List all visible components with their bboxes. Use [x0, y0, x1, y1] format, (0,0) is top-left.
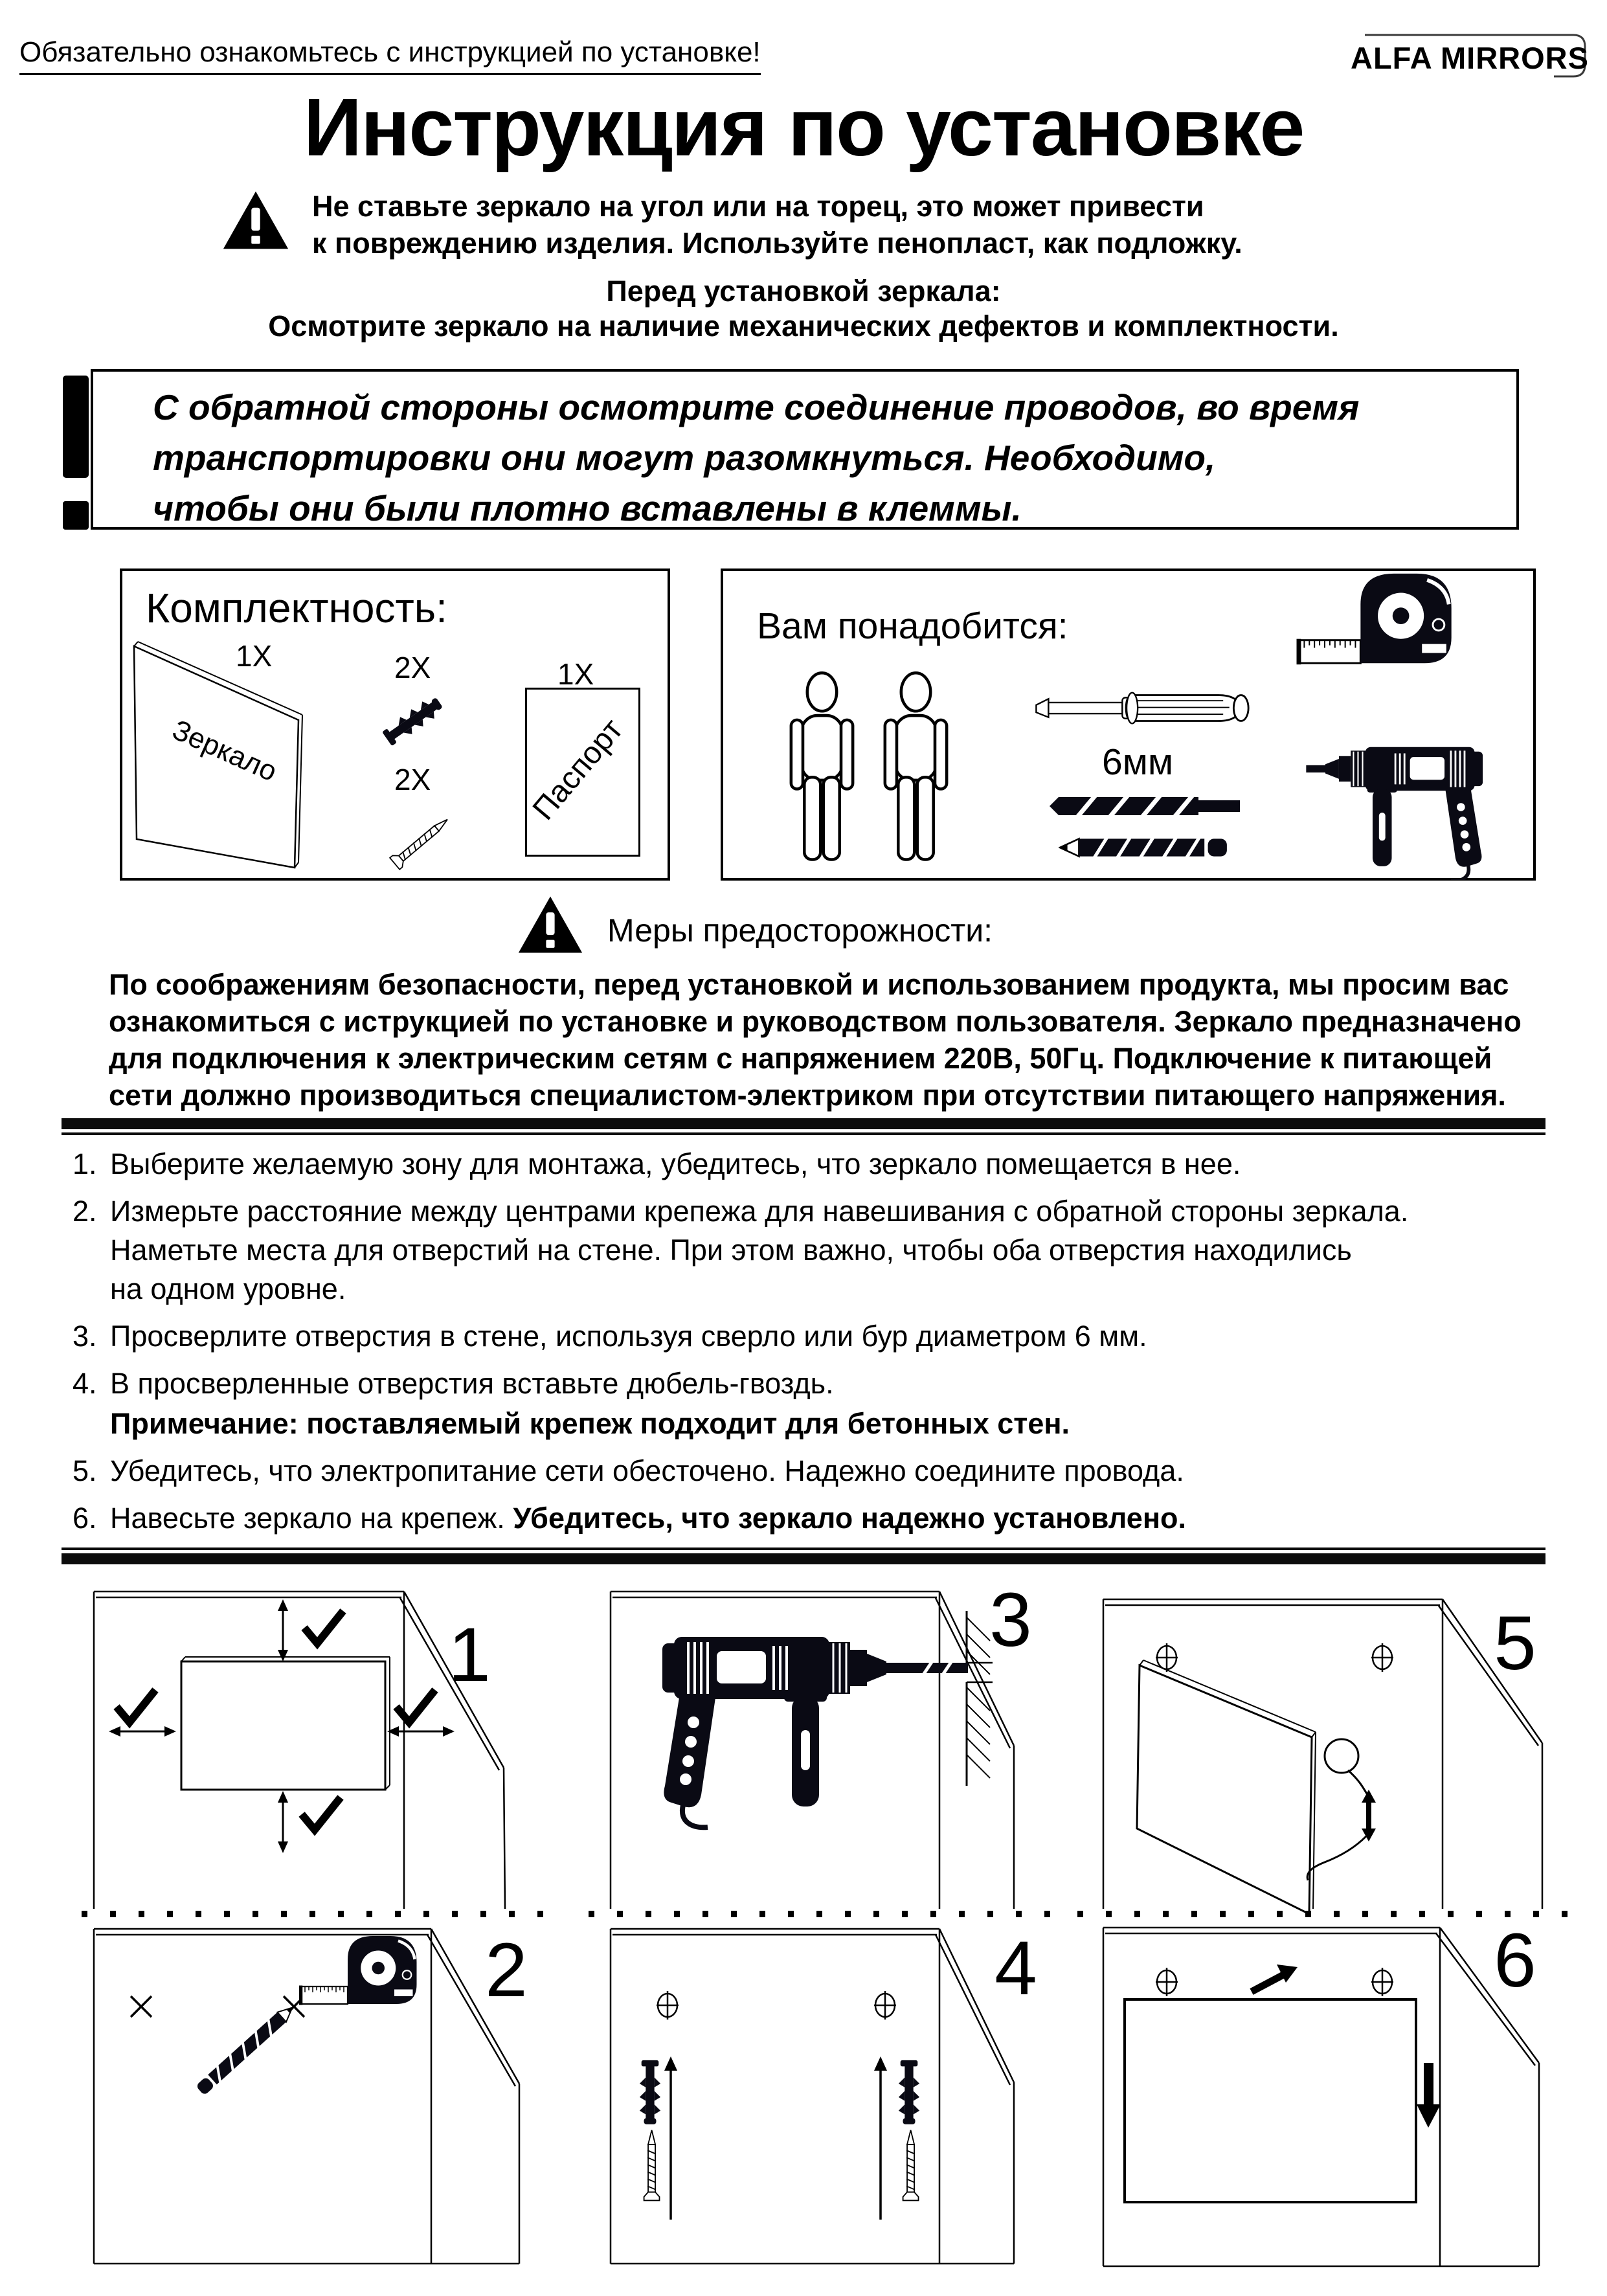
tools-needed-box: [721, 568, 1536, 881]
wiring-alert-box: [91, 369, 1519, 530]
passport-qty: 1X: [557, 657, 594, 691]
step-2: [73, 1192, 1555, 1309]
drill-bit: [908, 1663, 968, 1673]
step-number: 1.: [73, 1147, 97, 1180]
passport-card: [525, 688, 640, 857]
step-text: В просверленные отверстия вставьте дюбель-гвоздь.: [110, 1367, 834, 1400]
wall-drawing: [94, 1929, 519, 2264]
brand-name: ALFA MIRRORS: [1351, 41, 1589, 75]
divider: [62, 1548, 1545, 1564]
step-number: 2.: [73, 1195, 97, 1228]
step-text: Навесьте зеркало на крепеж.: [110, 1502, 513, 1535]
step-6: [73, 1499, 1555, 1538]
warning-line: Не ставьте зеркало на угол или на торец, это может привести: [312, 190, 1204, 223]
checkmark-icon: [396, 1690, 435, 1722]
checkmark-icon: [117, 1690, 155, 1722]
brand-logo: [1345, 32, 1593, 80]
hung-mirror: [1125, 1999, 1416, 2202]
tape-measure-icon: [299, 1936, 417, 2005]
step-number: 3.: [73, 1320, 97, 1353]
panel-number: 4: [995, 1926, 1037, 2011]
before-install-text: Осмотрите зеркало на наличие механических дефектов и комплектности.: [268, 310, 1339, 343]
step-1: [73, 1145, 1555, 1184]
step-text: Наметьте места для отверстий на стене. При этом важно, чтобы оба отверстия находились: [110, 1233, 1352, 1266]
pencil-icon: [1059, 835, 1228, 860]
step-number: 5.: [73, 1454, 97, 1487]
step-text-bold: Убедитесь, что зеркало надежно установлено.: [513, 1502, 1186, 1535]
panel-number: 2: [485, 1928, 528, 2013]
warning-triangle-icon: [517, 892, 584, 957]
panels-3-4: [578, 1572, 1078, 2292]
alert-line: С обратной стороны осмотрите соединение проводов, во время: [153, 387, 1360, 427]
alert-line: транспортировки они могут разомкнуться. Необходимо,: [153, 438, 1216, 478]
precautions-line: По соображениям безопасности, перед установкой и использованием продукта, мы просим вас: [109, 968, 1509, 1001]
dowel-qty: 2X: [394, 651, 431, 684]
checkmark-icon: [302, 1797, 341, 1830]
step-text: Просверлите отверстия в стене, используя сверло или бур диаметром 6 мм.: [110, 1320, 1147, 1353]
step-text: Измерьте расстояние между центрами крепежа для навешивания с обратной стороны зеркала.: [110, 1195, 1409, 1228]
crosshair-screw-icon: [1371, 1643, 1393, 1672]
crosshair-screw-icon: [874, 1991, 896, 2020]
mirror-icon: [128, 641, 309, 875]
panel-number: 1: [448, 1612, 491, 1698]
step-text: на одном уровне.: [110, 1272, 346, 1305]
drill-icon: [1306, 730, 1507, 880]
top-notice: Обязательно ознакомьтесь с инструкцией по установке!: [19, 36, 761, 75]
hang-arrow: [1252, 1964, 1298, 1992]
step-text: Убедитесь, что электропитание сети обесточено. Надежно соедините провода.: [110, 1454, 1184, 1487]
step-4: [73, 1364, 1555, 1443]
warning-line: к повреждению изделия. Используйте пенопласт, как подложку.: [312, 227, 1242, 260]
crosshair-screw-icon: [1156, 1643, 1178, 1672]
panel-number: 5: [1494, 1601, 1536, 1686]
mirror-label: Зеркало: [167, 714, 282, 788]
dowel-insert-left: [640, 2056, 677, 2220]
precautions-line: сети должно производиться специалистом-электриком при отсутствии питающего напряжения.: [109, 1079, 1506, 1112]
exclamation-icon: [62, 376, 90, 530]
steps-list: [73, 1145, 1555, 1546]
panel-number: 3: [989, 1577, 1032, 1663]
crosshair-screw-icon: [657, 1991, 679, 2020]
precautions-title: Меры предосторожности:: [607, 912, 993, 949]
tape-measure-icon: [1296, 568, 1463, 677]
mirror-qty: 1X: [236, 639, 273, 673]
wiring-alert-text: [153, 382, 1359, 534]
panels-5-6: [1067, 1572, 1601, 2292]
crosshair-screw-icon: [1156, 1968, 1178, 1996]
alert-line: чтобы они были плотно вставлены в клеммы.: [153, 488, 1022, 528]
crosshair-screw-icon: [1371, 1968, 1393, 1996]
drill-icon: [662, 1637, 914, 1827]
down-arrow: [1417, 2063, 1441, 2128]
precautions-line: ознакомиться с иструкцией по установке и руководством пользователя. Зеркало предназначено: [109, 1005, 1522, 1038]
divider: [62, 1118, 1545, 1135]
tools-title: Вам понадобится:: [757, 605, 1068, 647]
precautions-line: для подключения к электрическим сетям с напряжением 220В, 50Гц. Подключение к питающей: [109, 1042, 1492, 1075]
kit-title: Комплектность:: [146, 585, 447, 631]
wire-connection: [1307, 1739, 1376, 1880]
kit-contents-box: [120, 568, 670, 881]
precautions-text: [109, 966, 1540, 1114]
warning-text: [312, 188, 1242, 262]
screw-qty: 2X: [394, 763, 431, 796]
screw-icon: [372, 803, 462, 873]
step-5: [73, 1452, 1555, 1491]
step-text: Выберите желаемую зону для монтажа, убедитесь, что зеркало помещается в нее.: [110, 1147, 1241, 1180]
person-icon: [785, 671, 859, 862]
panels-1-2: [71, 1572, 570, 2292]
panel-number: 6: [1494, 1918, 1536, 2003]
screwdriver-icon: [1028, 678, 1264, 739]
drill-bit-size: 6мм: [1102, 741, 1174, 783]
warning-triangle-icon: [221, 185, 290, 255]
drill-bit-icon: [1048, 791, 1242, 821]
step-3: [73, 1317, 1555, 1356]
step-note: Примечание: поставляемый крепеж подходит для бетонных стен.: [110, 1407, 1070, 1440]
leaning-mirror: [1137, 1660, 1316, 1914]
step-number: 4.: [73, 1367, 97, 1400]
hatched-wall-section: [967, 1611, 993, 1786]
page-title: Инструкция по установке: [303, 82, 1304, 173]
passport-label: Паспорт: [526, 712, 630, 827]
step-number: 6.: [73, 1502, 97, 1535]
person-icon: [879, 671, 953, 862]
mirror-rect: [181, 1661, 385, 1790]
before-install-title: Перед установкой зеркала:: [606, 275, 1001, 308]
pencil-icon: [195, 2001, 298, 2097]
checkmark-icon: [304, 1611, 343, 1643]
dowel-insert-right: [874, 2056, 919, 2220]
dowel-icon: [380, 685, 464, 766]
